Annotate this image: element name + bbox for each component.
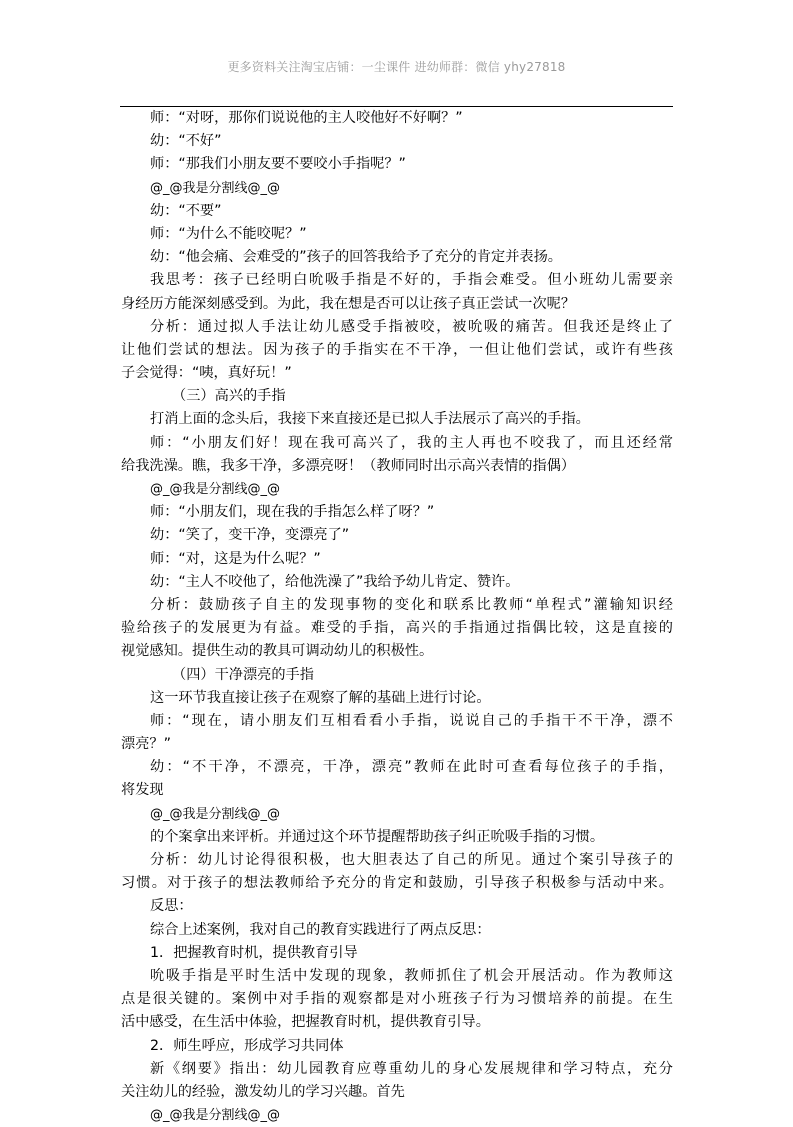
- paragraph-line: 吮吸手指是平时生活中发现的现象，教师抓住了机会开展活动。作为教师这: [150, 967, 673, 984]
- page-header-watermark: 更多资料关注淘宝店铺：一尘课件 进幼师群：微信 yhy27818: [227, 60, 566, 74]
- paragraph-line: 给我洗澡。瞧，我多干净，多漂亮呀！（教师同时出示高兴表情的指偶）: [121, 457, 576, 474]
- dialog-line: 幼：“他会痛、会难受的”孩子的回答我给予了充分的肯定并表扬。: [150, 249, 562, 266]
- paragraph-line: 身经历方能深刻感受到。为此，我在想是否可以让孩子真正尝试一次呢？: [121, 295, 576, 312]
- paragraph-line: 幼：“不干净，不漂亮，干净，漂亮”教师在此时可查看每位孩子的手指，: [150, 759, 673, 776]
- paragraph-line: 关注幼儿的经验，激发幼儿的学习兴趣。首先: [121, 1083, 405, 1100]
- paragraph-line: 漂亮？”: [121, 736, 171, 753]
- section-heading: （四）干净漂亮的手指: [172, 666, 314, 683]
- paragraph-line: 分析：幼儿讨论得很积极，也大胆表达了自己的所见。通过个案引导孩子的: [150, 852, 673, 868]
- paragraph-line: 综合上述案例，我对自己的教育实践进行了两点反思：: [150, 921, 491, 938]
- section-heading: （三）高兴的手指: [172, 388, 286, 405]
- dialog-line: 师：“那我们小朋友要不要咬小手指呢？”: [150, 156, 406, 173]
- dialog-line: 师：“对，这是为什么呢？”: [150, 550, 321, 567]
- paragraph-line: 让他们尝试的想法。因为孩子的手指实在不干净，一但让他们尝试，或许有些孩: [121, 341, 673, 358]
- paragraph-line: 新《纲要》指出：幼儿园教育应尊重幼儿的身心发展规律和学习特点，充分: [150, 1060, 673, 1077]
- paragraph-line: 的个案拿出来评析。并通过这个环节提醒帮助孩子纠正吮吸手指的习惯。: [150, 828, 605, 845]
- paragraph-line: 打消上面的念头后，我接下来直接还是已拟人手法展示了高兴的手指。: [150, 411, 590, 428]
- dialog-line: 幼：“不要”: [150, 202, 222, 219]
- paragraph-line: 我思考：孩子已经明白吮吸手指是不好的，手指会难受。但小班幼儿需要亲: [150, 272, 673, 289]
- paragraph-line: 师：“现在，请小朋友们互相看看小手指，说说自己的手指干不干净，漂不: [150, 712, 673, 729]
- paragraph-line: 2．师生呼应，形成学习共同体: [150, 1037, 344, 1054]
- paragraph-line: 1．把握教育时机，提供教育引导: [150, 944, 358, 961]
- paragraph-line: 视觉感知。提供生动的教具可调动幼儿的积极性。: [121, 643, 434, 660]
- paragraph-line: 分析：通过拟人手法让幼儿感受手指被咬，被吮吸的痛苦。但我还是终止了: [150, 318, 673, 335]
- paragraph-line: 将发现: [121, 782, 164, 799]
- paragraph-line: 点是很关键的。案例中对手指的观察都是对小班孩子行为习惯培养的前提。在生: [121, 991, 673, 1008]
- dialog-line: 师：“为什么不能咬呢？”: [150, 225, 307, 242]
- document-body: [121, 107, 673, 1127]
- dialog-line: 幼：“笑了，变干净，变漂亮了”: [150, 527, 350, 544]
- paragraph-line: 子会觉得：“咦，真好玩！”: [121, 365, 292, 382]
- paragraph-line: 分析：鼓励孩子自主的发现事物的变化和联系比教师“单程式”灌输知识经: [150, 596, 673, 613]
- paragraph-line: 习惯。对于孩子的想法教师给予充分的肯定和鼓励，引导孩子积极参与活动中来。: [121, 875, 673, 892]
- dialog-line: 幼：“不好”: [150, 133, 222, 150]
- separator-line: @_@我是分割线@_@: [150, 482, 281, 497]
- separator-line: @_@我是分割线@_@: [150, 180, 281, 196]
- separator-line: @_@我是分割线@_@: [150, 1108, 281, 1124]
- dialog-line: 幼：“主人不咬他了，给他洗澡了”我给予幼儿肯定、赞许。: [150, 573, 520, 590]
- separator-line: @_@我是分割线@_@: [150, 806, 281, 822]
- paragraph-line: 师：“小朋友们好！现在我可高兴了，我的主人再也不咬我了，而且还经常: [150, 434, 673, 451]
- paragraph-line: 验给孩子的发展更为有益。难受的手指，高兴的手指通过指偶比较，这是直接的: [121, 620, 673, 637]
- paragraph-line: 活中感受，在生活中体验，把握教育时机，提供教育引导。: [121, 1014, 490, 1031]
- dialog-line: 师：“对呀，那你们说说他的主人咬他好不好啊？”: [150, 110, 463, 126]
- paragraph-line: 这一环节我直接让孩子在观察了解的基础上进行讨论。: [150, 689, 491, 706]
- paragraph-line: 反思：: [150, 898, 193, 915]
- dialog-line: 师：“小朋友们，现在我的手指怎么样了呀？”: [150, 504, 435, 521]
